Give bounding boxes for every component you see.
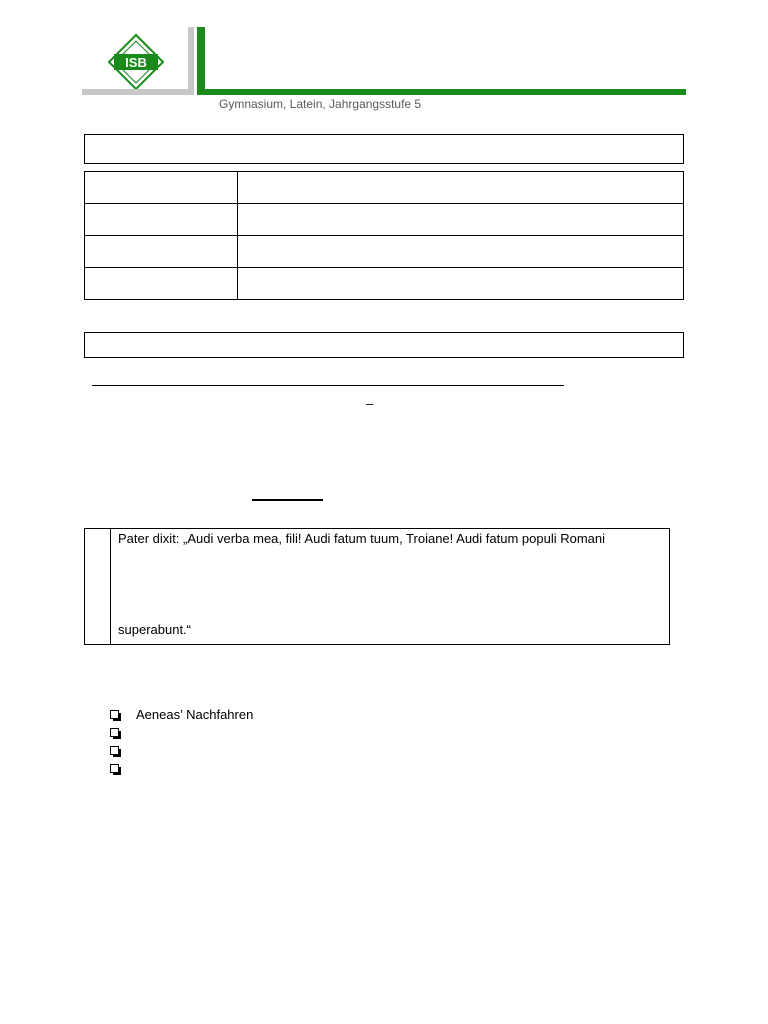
- logo-text: ISB: [125, 55, 147, 70]
- header-subtitle: Gymnasium, Latein, Jahrgangsstufe 5: [219, 97, 422, 111]
- dash-mark: –: [366, 396, 374, 411]
- horizontal-rule: [92, 385, 564, 386]
- table-label-cell: [85, 236, 238, 268]
- table-row: [85, 204, 684, 236]
- table-value-cell: [238, 172, 684, 204]
- quote-box-margin-column: [85, 529, 111, 644]
- table-row: [85, 172, 684, 204]
- info-table: [84, 171, 684, 300]
- table-value-cell: [238, 268, 684, 300]
- isb-logo: [107, 33, 165, 91]
- checkbox-icon[interactable]: [110, 764, 119, 773]
- quote-box: [84, 528, 670, 645]
- list-item: [110, 705, 253, 723]
- list-item: [110, 723, 253, 741]
- table-label-cell: [85, 204, 238, 236]
- table-row: [85, 268, 684, 300]
- header-green-bar-horizontal: [197, 89, 686, 95]
- quote-box-content: [111, 529, 669, 644]
- checklist: [110, 705, 253, 777]
- list-item: [110, 741, 253, 759]
- list-item: [110, 759, 253, 777]
- list-item-label: Aeneas’ Nachfahren: [136, 706, 254, 722]
- header-green-bar-vertical: [197, 27, 205, 95]
- checkbox-icon[interactable]: [110, 710, 119, 719]
- checkbox-icon[interactable]: [110, 728, 119, 737]
- table-label-cell: [85, 268, 238, 300]
- secondary-box: [84, 332, 684, 358]
- header-gray-bar-vertical: [188, 27, 194, 93]
- header-gray-bar-horizontal: [82, 89, 194, 95]
- quote-line-2: superabunt.“: [118, 622, 191, 637]
- table-label-cell: [85, 172, 238, 204]
- quote-line-1: Pater dixit: „Audi verba mea, fili! Audi fatum tuum, Troiane! Audi fatum populi Romani: [118, 531, 606, 546]
- table-row: [85, 236, 684, 268]
- table-value-cell: [238, 204, 684, 236]
- table-value-cell: [238, 236, 684, 268]
- checkbox-icon[interactable]: [110, 746, 119, 755]
- short-underline: [252, 499, 323, 501]
- title-box: [84, 134, 684, 164]
